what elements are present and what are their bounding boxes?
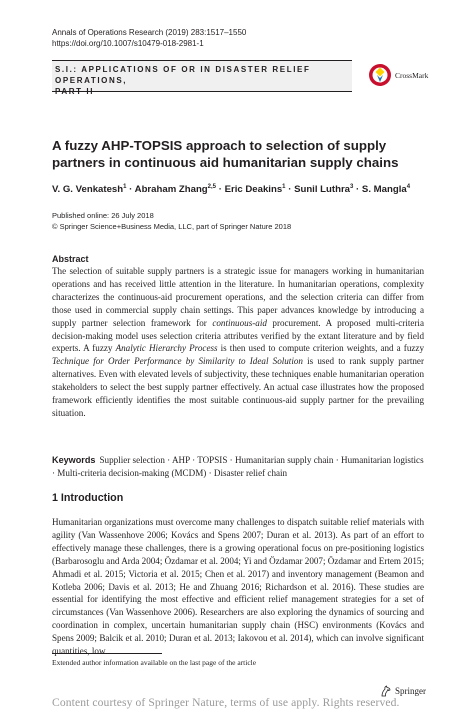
footnote: Extended author information available on the last page of the article (52, 658, 257, 667)
author[interactable]: Sunil Luthra$^3$ (294, 184, 354, 196)
publisher-name: Springer (395, 686, 426, 696)
section-heading-introduction: 1 Introduction (52, 492, 124, 504)
author-list (52, 184, 410, 195)
journal-header (52, 27, 246, 49)
courtesy-watermark: Content courtesy of Springer Nature, terms of use apply. Rights reserved. (52, 696, 400, 709)
article-title: A fuzzy AHP-TOPSIS approach to selection of supply partners in continuous aid humanitarian supply chains (52, 138, 399, 170)
footnote-divider (52, 653, 162, 654)
crossmark-badge[interactable] (368, 63, 428, 87)
published-date: Published online: 26 July 2018 (52, 211, 154, 220)
special-issue-line-2: PART II (55, 87, 95, 96)
special-issue-label (55, 64, 352, 97)
journal-citation: Annals of Operations Research (2019) 283:1517–1550 (52, 28, 247, 37)
abstract-heading: Abstract (52, 254, 89, 264)
copyright-notice: © Springer Science+Business Media, LLC, part of Springer Nature 2018 (52, 222, 292, 231)
author[interactable]: S. Mangla$^4$ (361, 184, 411, 196)
author[interactable]: Abraham Zhang$^{2,5}$ (134, 184, 217, 196)
abstract-text: The selection of suitable supply partners is a strategic issue for managers working in humanitarian operations and has received little attention in the literature. In humanitarian operations, complexity characterizes the continuous-aid procurement operations, and the selection criteria can differ from those used in commercial supply chain settings. This paper advances knowledge by introducing a supply partner selection framework for continuous-aid procurement. A proposed multi-criteria decision-making model uses selection criteria attributes verified by the extant literature and by field experts. A fuzzy Analytic Hierarchy Process is then used to compute criterion weights, and a fuzzy Technique for Order Performance by Similarity to Ideal Solution is used to rank supply partner alternatives. Even with elevated levels of subjectivity, these techniques enable humanitarian operation stakeholders to select the best supply partner effectively. An actual case illustrates how the proposed framework efficiently identifies the most suitable continuous-aid supply partner for the prevailing situation. (52, 266, 424, 418)
special-issue-line-1: S.I.: APPLICATIONS OF OR IN DISASTER RELIEF OPERATIONS, (55, 65, 311, 85)
author-separator: · (356, 184, 362, 196)
crossmark-icon (368, 63, 392, 87)
keywords-list: Supplier selection · AHP · TOPSIS · Humanitarian supply chain · Humanitarian logistics · Multi-criteria decision-making (MCDM) · Disaster relief chain (52, 455, 424, 478)
author-separator: · (218, 184, 225, 196)
crossmark-label: CrossMark (395, 70, 429, 80)
doi-link[interactable]: https://doi.org/10.1007/s10479-018-2981-1 (52, 39, 204, 48)
author-separator: · (288, 184, 295, 196)
author[interactable]: Eric Deakins$^1$ (224, 184, 286, 196)
keywords-label: Keywords (52, 455, 96, 465)
keywords-block (52, 454, 424, 480)
author-separator: · (129, 184, 135, 196)
author[interactable]: V. G. Venkatesh$^1$ (52, 184, 127, 196)
special-issue-band (52, 60, 352, 96)
introduction-text: Humanitarian organizations must overcome many challenges to dispatch suitable relief materials with agility (Van Wassenhove 2006; Kovács and Spens 2007; Duran et al. 2013). As part of an effort to effectively manage these challenges, there is a growing operational focus on pre-positioning logistics (Barbarosoglu and Arda 2004; Özdamar et al. 2004; Yi and Özdamar 2007; Özdamar and Ertem 2015; Ahmadi et al. 2015; Victoria et al. 2015; Chen et al. 2017) and inventory management (Beamon and Kotleba 2006; Davis et al. 2013; He and Zhuang 2016; Richardson et al. 2016). These studies are essential for identifying the most effective and efficient relief management strategies for a set of circumstances (Van Wassenhove 2006). Researchers are also exploring the dynamics of sourcing and coordination in complex, uncertain humanitarian supply chain (HSC) environments (Kovács and Spens 2009; Balcik et al. 2010; Duran et al. 2013; Iakovou et al. 2014), which can involve significant quantities, low (52, 517, 424, 657)
publication-info (52, 210, 291, 232)
